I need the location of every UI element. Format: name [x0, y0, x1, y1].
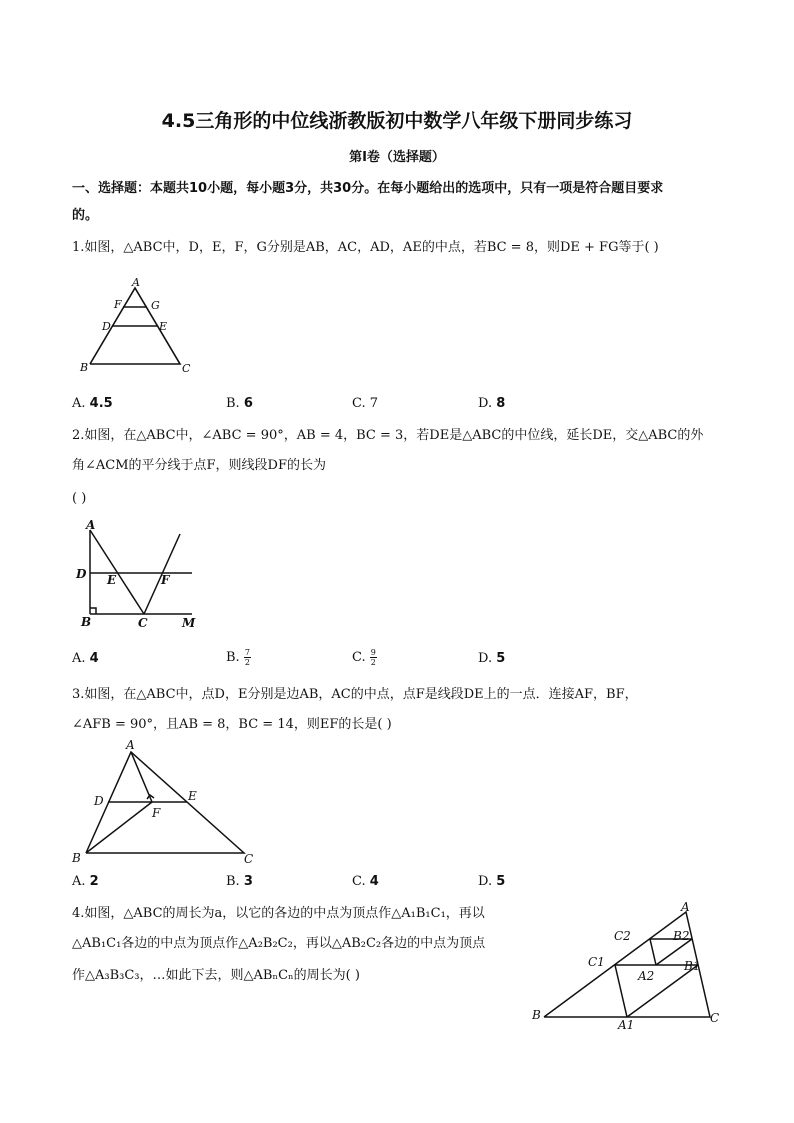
q3-option-a[interactable]: A. 2 — [72, 874, 99, 889]
q4-label-C1: C1 — [588, 955, 605, 969]
q4-label-A2: A2 — [638, 969, 655, 983]
q2-label-E: E — [107, 573, 117, 587]
section-instruction-line1: 一、选择题：本题共10小题，每小题3分，共30分。在每小题给出的选项中，只有一项是符合题目要求 — [72, 181, 664, 196]
q3-stem-line2: ∠AFB = 90°，且AB = 8，BC = 14，则EF的长是( ) — [72, 717, 392, 732]
q1-label-A: A — [132, 276, 140, 289]
q3-option-b[interactable]: B. 3 — [226, 874, 253, 889]
q2-label-C: C — [138, 616, 148, 630]
q4-stem-line3: 作△A₃B₃C₃，…如此下去，则△ABₙCₙ的周长为( ) — [72, 968, 360, 983]
q2-stem-line2: 角∠ACM的平分线于点F，则线段DF的长为 — [72, 458, 327, 473]
q1-figure — [76, 274, 200, 378]
page-subtitle: 第I卷（选择题） — [349, 150, 445, 165]
q4-figure — [530, 900, 726, 1034]
q2-option-c-fraction: $\frac{9}{2}$ — [370, 648, 376, 667]
q3-figure — [66, 738, 260, 866]
q3-label-E: E — [188, 789, 197, 803]
q4-stem-line1: 4.如图，△ABC的周长为a，以它的各边的中点为顶点作△A₁B₁C₁，再以 — [72, 906, 485, 921]
q1-label-E: E — [159, 320, 168, 333]
q4-stem-line2: △AB₁C₁各边的中点为顶点作△A₂B₂C₂，再以△AB₂C₂各边的中点为顶点 — [72, 936, 486, 951]
q1-label-B: B — [80, 361, 89, 374]
q2-label-B: B — [81, 615, 92, 629]
q2-label-F: F — [161, 573, 170, 587]
q1-label-F: F — [114, 298, 122, 311]
q1-option-c[interactable]: C. 7 — [352, 396, 379, 411]
q4-label-B: B — [532, 1008, 541, 1022]
q2-stem-line1: 2.如图，在△ABC中，∠ABC = 90°，AB = 4，BC = 3，若DE是△ABC的中位线，延长DE，交△ABC的外 — [72, 428, 704, 443]
page-title: 4.5三角形的中位线浙教版初中数学八年级下册同步练习 — [161, 110, 633, 132]
q1-option-b[interactable]: B. 6 — [226, 396, 253, 411]
q3-label-F: F — [152, 806, 161, 820]
q2-label-A: A — [86, 518, 96, 532]
q1-option-a[interactable]: A. 4.5 — [72, 396, 113, 411]
q2-option-c[interactable]: C. $\frac{9}{2}$ — [352, 648, 376, 667]
q2-option-d[interactable]: D. 5 — [478, 651, 506, 666]
q4-label-B1: B1 — [684, 959, 701, 973]
q4-label-A1: A1 — [618, 1018, 635, 1032]
q3-label-C: C — [244, 852, 254, 866]
q3-label-A: A — [126, 738, 135, 752]
q2-label-M: M — [182, 616, 196, 630]
q3-label-D: D — [94, 794, 104, 808]
q3-option-d[interactable]: D. 5 — [478, 874, 506, 889]
q2-option-b-fraction: $\frac{7}{2}$ — [244, 648, 250, 667]
q4-label-B2: B2 — [673, 929, 690, 943]
q2-stem-line3: ( ) — [72, 491, 87, 506]
q2-figure — [74, 516, 206, 632]
section-instruction-line2: 的。 — [72, 208, 99, 223]
q1-label-D: D — [102, 320, 111, 333]
q1-stem: 1.如图，△ABC中，D，E，F，G分别是AB，AC，AD，AE的中点，若BC = 8，则DE + FG等于( ) — [72, 240, 659, 255]
q4-label-C2: C2 — [614, 929, 631, 943]
q1-option-d[interactable]: D. 8 — [478, 396, 506, 411]
q1-label-G: G — [151, 299, 160, 312]
q1-label-C: C — [182, 362, 191, 375]
q3-option-c[interactable]: C. 4 — [352, 874, 379, 889]
q4-label-A: A — [681, 900, 690, 914]
q4-label-C: C — [710, 1011, 720, 1025]
q2-label-D: D — [76, 567, 87, 581]
q3-stem-line1: 3.如图，在△ABC中，点D，E分别是边AB，AC的中点，点F是线段DE上的一点．连接AF，BF， — [72, 687, 638, 702]
q2-option-b[interactable]: B. $\frac{7}{2}$ — [226, 648, 250, 667]
q2-option-a[interactable]: A. 4 — [72, 651, 99, 666]
q3-label-B: B — [72, 851, 81, 865]
